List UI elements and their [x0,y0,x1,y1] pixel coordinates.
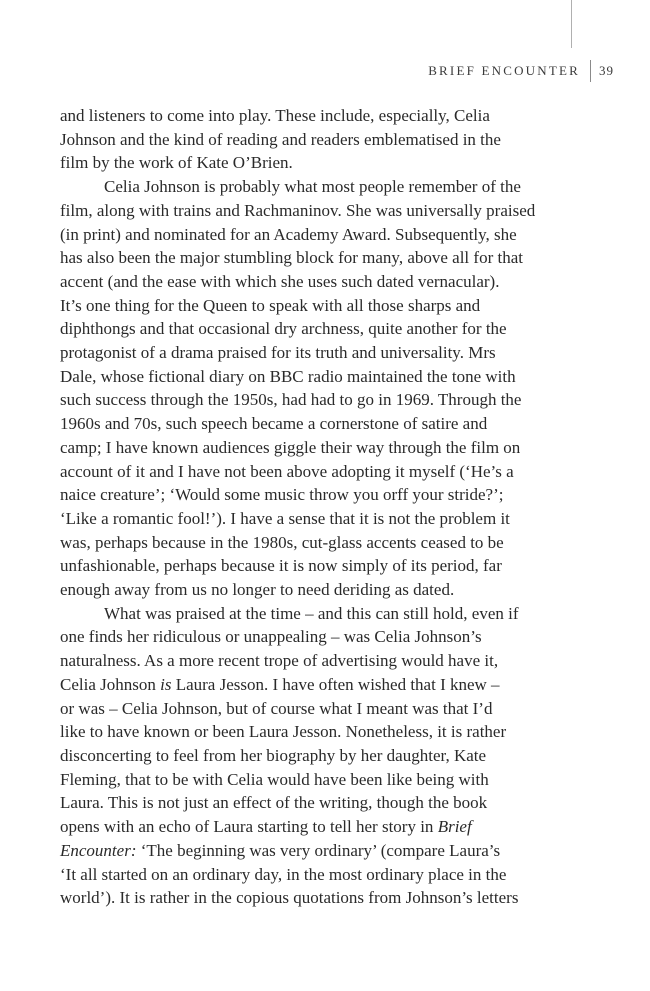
italic-title: Brief [437,817,472,837]
text-line [60,673,600,697]
text-line: ‘It all started on an ordinary day, in the most ordinary place in the [60,864,507,884]
page-number: 39 [599,63,614,78]
text-line: Fleming, that to be with Celia would have been like being with [60,769,489,789]
italic-emphasis: is [160,674,172,694]
text-line: naice creature’; ‘Would some music throw you orff your stride?’; [60,485,504,505]
running-head [428,60,614,82]
text-line [60,839,600,863]
text-line: Laura. This is not just an effect of the writing, though the book [60,793,488,813]
text-line: has also been the major stumbling block for many, above all for that [60,248,523,268]
text-line: What was praised at the time – and this can still hold, even if [104,603,519,623]
text-line: film by the work of Kate O’Brien. [60,153,293,173]
text-segment: Laura Jesson. I have often wished that I knew – [171,674,500,694]
paragraph-2 [60,175,600,602]
running-head-title: BRIEF ENCOUNTER [428,63,580,78]
text-segment: ‘The beginning was very ordinary’ (compare Laura’s [136,840,501,860]
text-line: 1960s and 70s, such speech became a cornerstone of satire and [60,414,488,434]
text-line: account of it and I have not been above adopting it myself (‘He’s a [60,461,514,481]
text-line: disconcerting to feel from her biography by her daughter, Kate [60,745,487,765]
body-text [60,104,600,910]
text-line: one finds her ridiculous or unappealing – was Celia Johnson’s [60,627,482,647]
text-line: world’). It is rather in the copious quotations from Johnson’s letters [60,888,519,908]
text-line: or was – Celia Johnson, but of course what I meant was that I’d [60,698,493,718]
text-segment: opens with an echo of Laura starting to tell her story in [60,817,438,837]
text-line: It’s one thing for the Queen to speak with all those sharps and [60,295,481,315]
text-line: ‘Like a romantic fool!’). I have a sense that it is not the problem it [60,508,510,528]
text-line: like to have known or been Laura Jesson. Nonetheless, it is rather [60,722,507,742]
text-line: unfashionable, perhaps because it is now simply of its period, far [60,556,502,576]
text-line [60,815,600,839]
text-line: accent (and the ease with which she uses such dated vernacular). [60,271,500,291]
text-line: (in print) and nominated for an Academy Award. Subsequently, she [60,224,517,244]
text-line: camp; I have known audiences giggle their way through the film on [60,437,521,457]
text-line: naturalness. As a more recent trope of advertising would have it, [60,651,499,671]
italic-title: Encounter: [60,840,137,860]
text-line: film, along with trains and Rachmaninov. She was universally praised [60,200,536,220]
top-vertical-rule [571,0,572,48]
text-line: protagonist of a drama praised for its truth and universality. Mrs [60,343,496,363]
paragraph-3 [60,602,600,910]
text-line: such success through the 1950s, had had to go in 1969. Through the [60,390,522,410]
text-line: Celia Johnson is probably what most people remember of the [104,177,521,197]
text-line: Dale, whose fictional diary on BBC radio maintained the tone with [60,366,516,386]
text-line: and listeners to come into play. These include, especially, Celia [60,106,490,125]
text-segment: Celia Johnson [60,674,161,694]
text-line: was, perhaps because in the 1980s, cut-glass accents ceased to be [60,532,504,552]
paragraph-1 [60,104,600,175]
text-line: Johnson and the kind of reading and readers emblematised in the [60,129,501,149]
text-line: enough away from us no longer to need deriding as dated. [60,580,455,600]
running-head-separator [590,60,591,82]
text-line: diphthongs and that occasional dry archness, quite another for the [60,319,507,339]
